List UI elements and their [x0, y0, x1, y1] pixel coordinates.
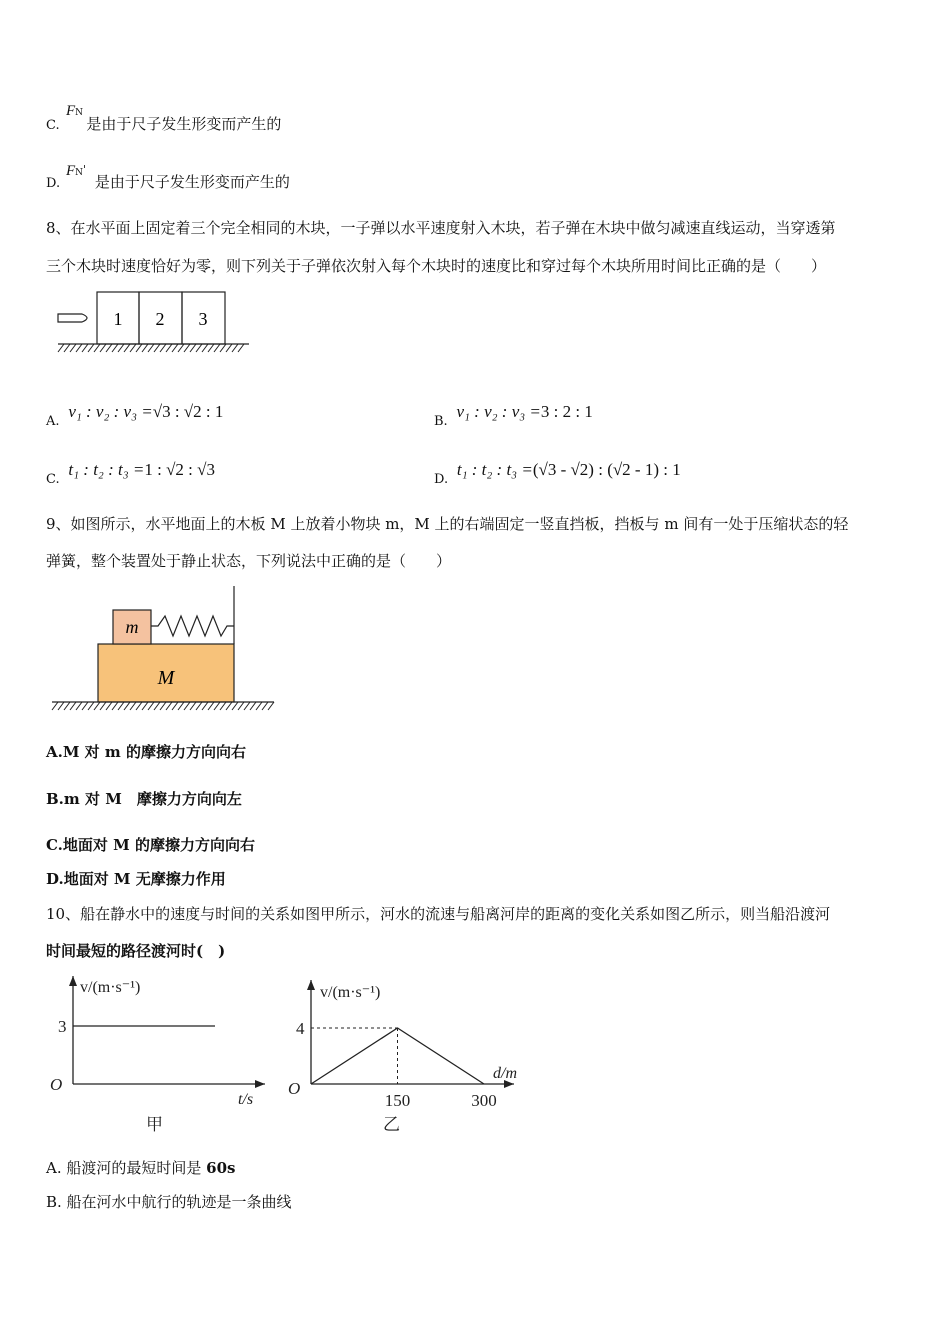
q9-stem-line1: 9、如图所示，水平地面上的木板 M 上放着小物块 m，M 上的右端固定一竖直挡板，挡板与 m 间有一处于压缩状态的轻 — [46, 515, 849, 533]
hatch-mark — [196, 702, 202, 710]
q7-option-c — [46, 103, 282, 136]
q8-figure — [52, 288, 257, 356]
hatch-mark — [166, 702, 172, 710]
block-label-3: 3 — [198, 309, 208, 329]
q10-option-b: B. 船在河水中航行的轨迹是一条曲线 — [46, 1193, 292, 1211]
y-tick-label: 4 — [296, 1019, 305, 1038]
q9-option-a: A.M 对 m 的摩擦力方向向右 — [46, 743, 247, 761]
hatch-mark — [226, 702, 232, 710]
chart-jia — [40, 968, 280, 1138]
option-text: 是由于尺子发生形变而产生的 — [86, 115, 282, 133]
block-label-2: 2 — [155, 309, 165, 329]
hatch-mark — [214, 344, 220, 352]
hatch-mark — [202, 702, 208, 710]
force-symbol: FN — [66, 103, 84, 119]
hatch-mark — [178, 344, 184, 352]
hatch-mark — [82, 702, 88, 710]
hatch-mark — [154, 344, 160, 352]
hatch-mark — [148, 702, 154, 710]
hatch-mark — [88, 344, 94, 352]
hatch-mark — [118, 702, 124, 710]
hatch-mark — [178, 702, 184, 710]
spring — [151, 616, 234, 636]
hatch-mark — [172, 702, 178, 710]
x-axis-label: t/s — [238, 1091, 254, 1108]
bullet-icon — [58, 314, 87, 322]
y-axis-arrow — [69, 976, 77, 986]
hatch-mark — [148, 344, 154, 352]
hatch-mark — [250, 702, 256, 710]
option-text: 是由于尺子发生形变而产生的 — [94, 173, 290, 191]
hatch-mark — [166, 344, 172, 352]
x-axis-label: d/m — [493, 1065, 517, 1082]
hatch-mark — [76, 344, 82, 352]
hatch-mark — [106, 344, 112, 352]
q8-option-b: B. v₁ : v₂ : v₃ =3 : 2 : 1 — [434, 402, 593, 429]
hatch-mark — [70, 702, 76, 710]
hatch-mark — [124, 344, 130, 352]
hatch-mark — [118, 344, 124, 352]
hatch-mark — [172, 344, 178, 352]
hatch-mark — [154, 702, 160, 710]
hatch-mark — [70, 344, 76, 352]
hatch-mark — [112, 702, 118, 710]
hatch-mark — [136, 344, 142, 352]
q10-stem-line2: 时间最短的路径渡河时( ) — [46, 942, 226, 960]
chart-title: 甲 — [146, 1115, 163, 1134]
q9-option-c: C.地面对 M 的摩擦力方向向右 — [46, 836, 255, 854]
hatch-mark — [58, 344, 64, 352]
hatch-mark — [142, 344, 148, 352]
hatch-mark — [196, 344, 202, 352]
hatch-mark — [52, 702, 58, 710]
hatch-mark — [100, 702, 106, 710]
hatch-mark — [184, 344, 190, 352]
q8-option-c: C. t₁ : t₂ : t₃ =1 : √2 : √3 — [46, 460, 215, 487]
q10-stem-line1: 10、船在静水中的速度与时间的关系如图甲所示，河水的流速与船离河岸的距离的变化关系如图乙所示，则当船沿渡河 — [46, 905, 831, 923]
q8-stem-line2: 三个木块时速度恰好为零，则下列关于子弹依次射入每个木块时的速度比和穿过每个木块所用时间比正确的是（ ） — [46, 257, 827, 275]
option-label: D. — [46, 176, 61, 191]
q9-option-b: B.m 对 M 摩擦力方向向左 — [46, 790, 242, 808]
hatch-mark — [190, 344, 196, 352]
hatch-mark — [232, 344, 238, 352]
x-tick-label: 300 — [471, 1091, 497, 1110]
hatch-mark — [100, 344, 106, 352]
label-M: M — [157, 667, 175, 689]
q10-option-a: A. 船渡河的最短时间是 60s — [46, 1159, 236, 1177]
hatch-mark — [190, 702, 196, 710]
hatch-mark — [268, 702, 274, 710]
hatch-mark — [64, 344, 70, 352]
y-tick-label: 3 — [58, 1017, 67, 1036]
hatch-mark — [214, 702, 220, 710]
x-axis-arrow — [255, 1080, 265, 1088]
hatch-mark — [106, 702, 112, 710]
hatch-mark — [136, 702, 142, 710]
hatch-mark — [160, 344, 166, 352]
block-label-1: 1 — [113, 309, 123, 329]
chart-jia-plot — [50, 976, 265, 1134]
chart-title: 乙 — [383, 1115, 400, 1134]
x-tick-label: 150 — [384, 1091, 411, 1110]
hatch-mark — [232, 702, 238, 710]
hatch-mark — [94, 702, 100, 710]
hatch-mark — [76, 702, 82, 710]
hatch-mark — [130, 344, 136, 352]
q8-option-d: D. t₁ : t₂ : t₃ =(√3 - √2) : (√2 - 1) : 1 — [434, 460, 681, 487]
hatch-mark — [82, 344, 88, 352]
hatch-mark — [238, 344, 244, 352]
hatch-mark — [94, 344, 100, 352]
hatch-mark — [220, 702, 226, 710]
hatch-mark — [256, 702, 262, 710]
origin-label: O — [50, 1075, 63, 1094]
label-m: m — [125, 617, 139, 637]
hatch-mark — [88, 702, 94, 710]
hatch-mark — [238, 702, 244, 710]
option-label: C. — [46, 118, 60, 133]
hatch-mark — [58, 702, 64, 710]
ground-hatching — [52, 702, 274, 710]
q8-option-a: A. v₁ : v₂ : v₃ =√3 : √2 : 1 — [46, 402, 224, 429]
hatch-mark — [226, 344, 232, 352]
hatch-mark — [262, 702, 268, 710]
q7-option-d — [46, 163, 290, 194]
hatch-mark — [112, 344, 118, 352]
hatch-mark — [208, 344, 214, 352]
hatch-mark — [220, 344, 226, 352]
hatch-mark — [244, 702, 250, 710]
y-axis-arrow — [307, 980, 315, 990]
chart-yi-plot — [288, 980, 517, 1134]
q9-option-d: D.地面对 M 无摩擦力作用 — [46, 870, 226, 888]
hatch-mark — [202, 344, 208, 352]
hatch-mark — [142, 702, 148, 710]
chart-yi — [282, 968, 532, 1138]
hatch-mark — [208, 702, 214, 710]
hatch-mark — [184, 702, 190, 710]
hatch-mark — [130, 702, 136, 710]
hatch-mark — [124, 702, 130, 710]
hatch-mark — [64, 702, 70, 710]
q9-figure — [50, 584, 278, 716]
hatch-mark — [160, 702, 166, 710]
origin-label: O — [288, 1079, 301, 1098]
y-axis-label: v/(m·s⁻¹) — [80, 979, 141, 996]
q8-stem-line1: 8、在水平面上固定着三个完全相同的木块，一子弹以水平速度射入木块，若子弹在木块中做匀减速直线运动，当穿透第 — [46, 219, 836, 237]
q9-stem-line2: 弹簧，整个装置处于静止状态，下列说法中正确的是（ ） — [46, 552, 452, 570]
y-axis-label: v/(m·s⁻¹) — [320, 984, 381, 1001]
ground-hatching — [58, 344, 244, 352]
force-symbol: FN' — [66, 163, 87, 179]
